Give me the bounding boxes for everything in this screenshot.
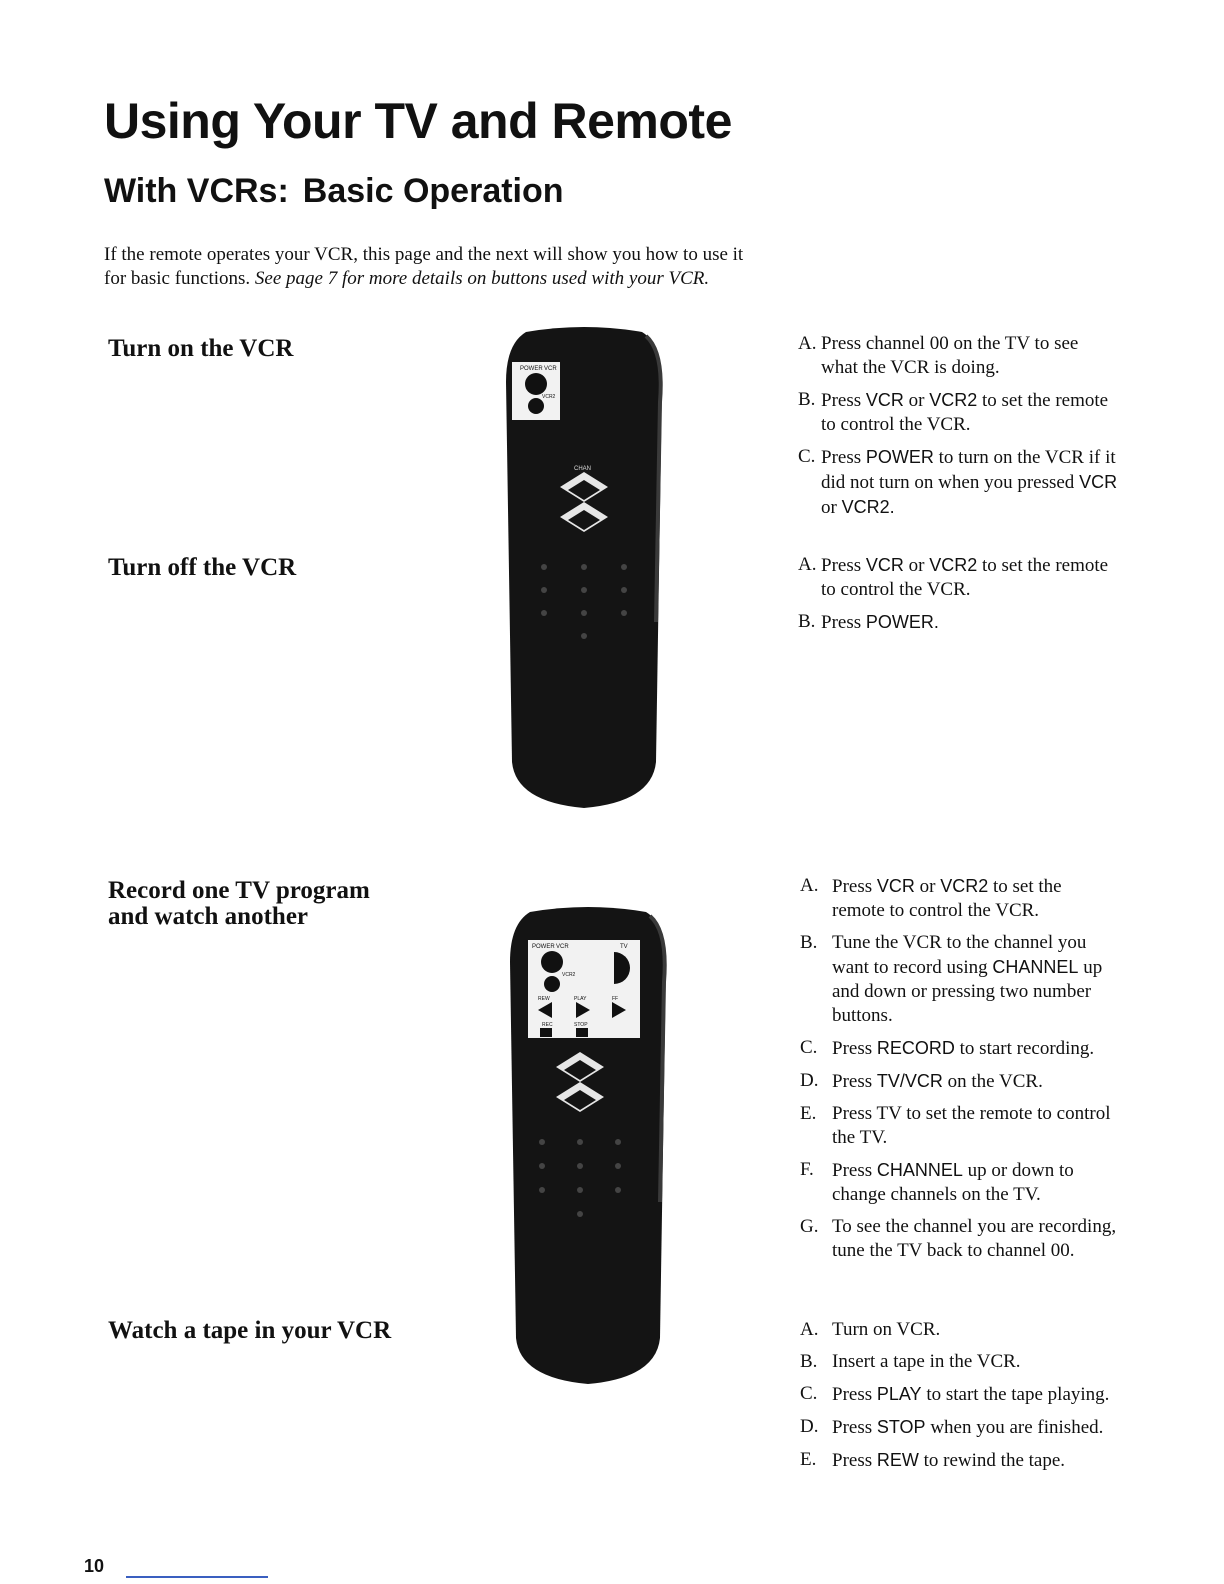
heading-record-line2: and watch another (108, 903, 309, 930)
svg-text:VCR: VCR (556, 944, 569, 950)
remote-label-vcr: VCR (544, 366, 557, 372)
svg-text:POWER: POWER (532, 944, 555, 950)
record-steps (800, 874, 1118, 1271)
list-item: E. Press REW to rewind the tape. (800, 1449, 1066, 1471)
list-item: B. Tune the VCR to the channel you want to record using CHANNEL up and down or pressing two number buttons. (800, 932, 1103, 1026)
footer-divider (126, 1576, 268, 1578)
intro-text: If the remote operates your VCR, this page and the next will show you how to use it for basic functions. (104, 244, 744, 289)
subtitle-part2: Basic Operation (302, 172, 564, 210)
heading-turn-off: Turn off the VCR (108, 554, 297, 581)
list-item: F. Press CHANNEL up or down to change channels on the TV. (800, 1159, 1074, 1205)
list-item: B. Press VCR or VCR2 to set the remote to control the VCR. (798, 389, 1109, 435)
heading-turn-on: Turn on the VCR (108, 335, 294, 362)
remote-label-vcr2: VCR2 (542, 394, 556, 400)
heading-watch: Watch a tape in your VCR (108, 1317, 392, 1344)
remote-label-play: PLAY (574, 996, 587, 1002)
remote-label-power: POWER (520, 366, 543, 372)
heading-record (108, 878, 370, 930)
remote-label-rec: REC (542, 1022, 553, 1028)
rec-icon (540, 1028, 552, 1037)
subtitle-part1: With VCRs: (104, 172, 289, 210)
list-item: D. Press STOP when you are finished. (800, 1416, 1104, 1438)
list-item: A. Turn on VCR. (800, 1319, 941, 1340)
list-item: E. Press TV to set the remote to control the TV. (800, 1103, 1111, 1148)
page-subtitle (104, 172, 564, 211)
turn-off-steps (798, 553, 1118, 643)
intro-italic-text: See page 7 for more details on buttons used with your VCR. (254, 268, 710, 289)
list-item: C. Press POWER to turn on the VCR if it did not turn on when you pressed VCR or VCR2. (798, 446, 1118, 518)
remote-label-rew: REW (538, 996, 550, 1002)
intro-paragraph (104, 243, 764, 291)
list-item: B. Insert a tape in the VCR. (800, 1351, 1021, 1372)
remote-label-ff: FF (612, 996, 619, 1002)
list-item: G. To see the channel you are recording, tune the TV back to channel 00. (800, 1216, 1117, 1261)
list-item: C. Press RECORD to start recording. (800, 1037, 1095, 1059)
remote-label-chan: CHAN (574, 466, 592, 472)
list-item: A. Press VCR or VCR2 to set the remote to control the VCR. (800, 875, 1062, 921)
stop-icon (576, 1028, 588, 1037)
page-number: 10 (84, 1556, 105, 1576)
remote-control-image-bottom (500, 902, 676, 1386)
list-item: A. Press channel 00 on the TV to see what the VCR is doing. (798, 333, 1079, 378)
remote-control-image-top (496, 322, 672, 812)
watch-steps (800, 1318, 1118, 1481)
turn-on-steps (798, 332, 1118, 528)
svg-text:VCR2: VCR2 (562, 972, 576, 978)
remote-label-tv: TV (620, 944, 628, 950)
page-title: Using Your TV and Remote (104, 93, 732, 149)
remote-label-stop: STOP (574, 1022, 588, 1028)
heading-record-line1: Record one TV program (108, 877, 370, 904)
list-item: C. Press PLAY to start the tape playing. (800, 1383, 1110, 1405)
list-item: A. Press VCR or VCR2 to set the remote to control the VCR. (798, 554, 1109, 600)
list-item: D. Press TV/VCR on the VCR. (800, 1070, 1043, 1092)
list-item: B. Press POWER. (798, 611, 939, 633)
